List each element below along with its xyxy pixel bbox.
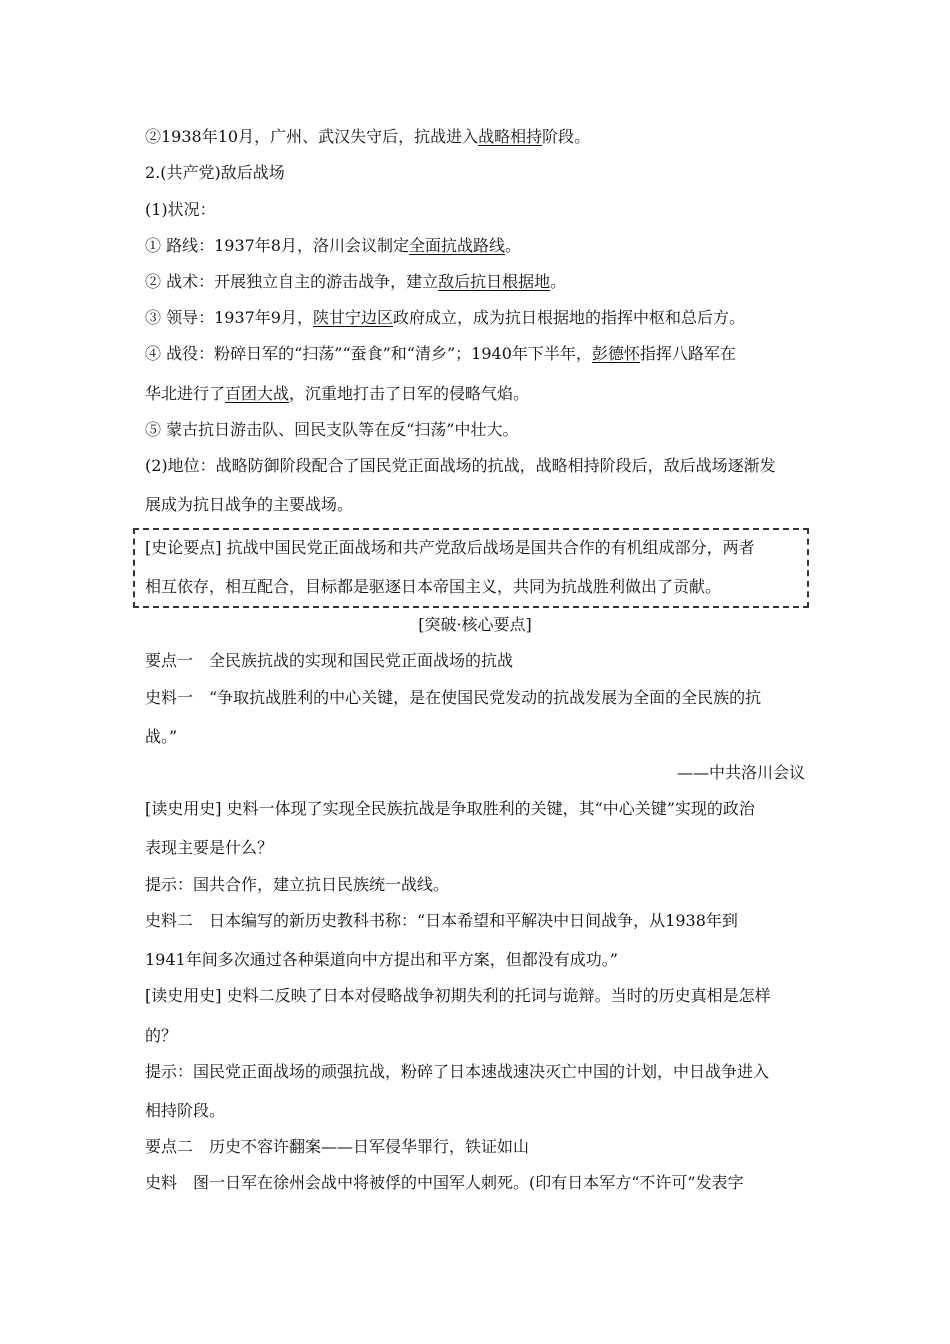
source-text: 史料一 “争取抗战胜利的中心关键，是在使国民党发动的抗战发展为全面的全民族的抗 [145, 688, 762, 707]
text-line: 展成为抗日战争的主要战场。 [145, 495, 354, 514]
text-line: ②1938年10月，广州、武汉失守后，抗战进入战略相持阶段。 [145, 127, 591, 146]
hint-text: 相持阶段。 [145, 1101, 226, 1120]
text-line: ① 路线：1937年8月，洛川会议制定全面抗战路线。 [145, 236, 522, 255]
hint-text: 提示：国民党正面战场的顽强抗战，粉碎了日本速战速决灭亡中国的计划，中日战争进入 [145, 1062, 770, 1081]
text-line: (2)地位：战略防御阶段配合了国民党正面战场的抗战，战略相持阶段后，敌后战场逐渐发 [145, 456, 776, 475]
underlined-term: 百团大战 [225, 384, 290, 403]
text-line: ④ 战役：粉碎日军的“扫荡”“蚕食”和“清乡”；1940年下半年，彭德怀指挥八路军在 [145, 344, 736, 363]
question-text: [读史用史] 史料二反映了日本对侵略战争初期失利的托词与诡辩。当时的历史真相是怎样 [145, 986, 771, 1005]
question-text: 的？ [145, 1026, 178, 1045]
text-line: ② 战术：开展独立自主的游击战争，建立敌后抗日根据地。 [145, 272, 567, 291]
text-line: (1)状况： [145, 200, 216, 219]
underlined-term: 彭德怀 [591, 344, 640, 363]
box-text-line: 相互依存，相互配合，目标都是驱逐日本帝国主义，共同为抗战胜利做出了贡献。 [145, 577, 722, 596]
point-heading: 要点一 全民族抗战的实现和国民党正面战场的抗战 [145, 651, 514, 670]
text-line: ③ 领导：1937年9月，陕甘宁边区政府成立，成为抗日根据地的指挥中枢和总后方。 [145, 308, 746, 327]
section-title: [突破·核心要点] [418, 615, 532, 634]
question-text: 表现主要是什么？ [145, 838, 274, 857]
underlined-term: 敌后抗日根据地 [438, 272, 551, 291]
underlined-term: 陕甘宁边区 [313, 308, 394, 327]
source-text: 1941年间多次通过各种渠道向中方提出和平方案，但都没有成功。” [145, 950, 618, 969]
source-text: 战。” [145, 727, 178, 746]
hint-text: 提示：国共合作，建立抗日民族统一战线。 [145, 875, 450, 894]
text-line: 华北进行了百团大战，沉重地打击了日军的侵略气焰。 [145, 384, 530, 403]
subheading: 2.(共产党)敌后战场 [145, 163, 285, 182]
question-text: [读史用史] 史料一体现了实现全民族抗战是争取胜利的关键，其“中心关键”实现的政治 [145, 799, 755, 818]
text-line: ⑤ 蒙古抗日游击队、回民支队等在反“扫荡”中壮大。 [145, 420, 519, 439]
point-heading: 要点二 历史不容许翻案——日军侵华罪行，铁证如山 [145, 1137, 530, 1156]
box-text-line: [史论要点] 抗战中国民党正面战场和共产党敌后战场是国共合作的有机组成部分，两者 [145, 538, 755, 557]
source-attribution: ——中共洛川会议 [676, 763, 805, 782]
source-text: 史料 图一日军在徐州会战中将被俘的中国军人刺死。(印有日本军方“不许可”发表字 [145, 1173, 744, 1192]
underlined-term: 战略相持 [478, 127, 543, 146]
underlined-term: 全面抗战路线 [409, 236, 506, 255]
source-text: 史料二 日本编写的新历史教科书称：“日本希望和平解决中日间战争，从1938年到 [145, 911, 738, 930]
